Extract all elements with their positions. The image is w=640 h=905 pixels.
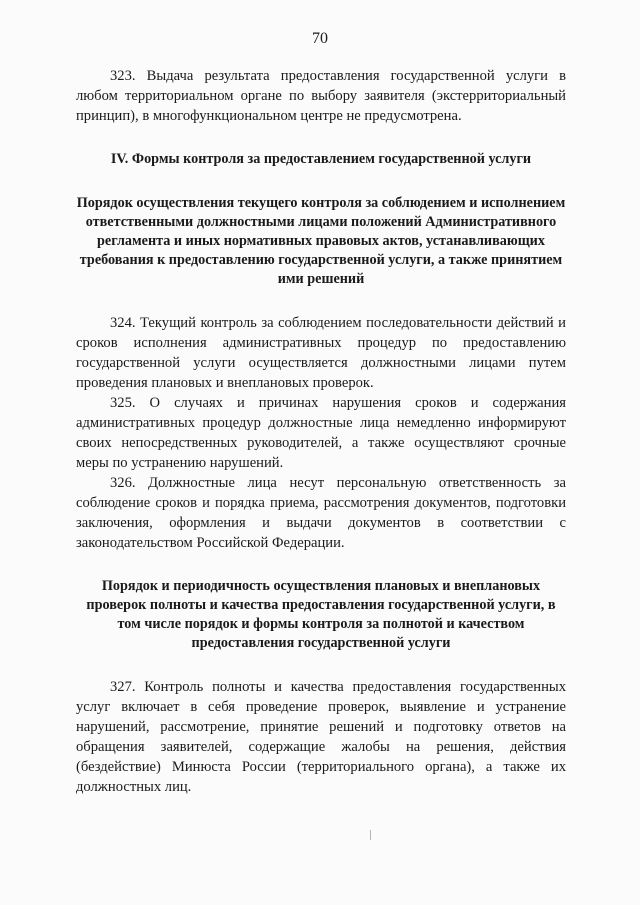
- paragraph-324: 324. Текущий контроль за соблюдением последовательности действий и сроков исполнения административных процедур по предоставлению государственной услуги осуществляется должностными лицами путем проведения плановых и внеплановых проверок.: [76, 315, 566, 391]
- paragraph-325: 325. О случаях и причинах нарушения сроков и содержания административных процедур должностные лица немедленно информируют своих непосредственных руководителей, а также осуществляют срочные меры по устранению нарушений.: [76, 395, 566, 471]
- subsection-title-current-control: Порядок осуществления текущего контроля за соблюдением и исполнением ответственными должностными лицами положений Административного регламента и иных нормативных правовых актов, устанавливающих требования к предоставлению государственной услуги, а также принятием ими решений: [76, 195, 566, 287]
- page-number: 70: [312, 30, 328, 47]
- document-body: [76, 66, 566, 797]
- subsection-title-inspections: Порядок и периодичность осуществления плановых и внеплановых проверок полноты и качества предоставления государственной услуги, в том числе порядок и формы контроля за полнотой и качеством предоставления государственной услуги: [86, 578, 556, 651]
- scan-mark: [370, 830, 371, 840]
- paragraph-327: 327. Контроль полноты и качества предоставления государственных услуг включает в себя проведение проверок, выявление и устранение нарушений, рассмотрение, принятие решений и подготовку ответов на обращения заявителей, содержащие жалобы на решения, действия (бездействие) Минюста России (территориального органа), а также их должностных лиц.: [76, 679, 566, 795]
- paragraph-326: 326. Должностные лица несут персональную ответственность за соблюдение сроков и порядка приема, рассмотрения документов, подготовки заключения, оформления и выдачи документов в соответствии с законодательством Российской Федерации.: [76, 475, 566, 551]
- section-title: IV. Формы контроля за предоставлением государственной услуги: [110, 151, 532, 167]
- paragraph-323: 323. Выдача результата предоставления государственной услуги в любом территориальном органе по выбору заявителя (экстерриториальный принцип), в многофункциональном центре не предусмотрена.: [76, 68, 566, 124]
